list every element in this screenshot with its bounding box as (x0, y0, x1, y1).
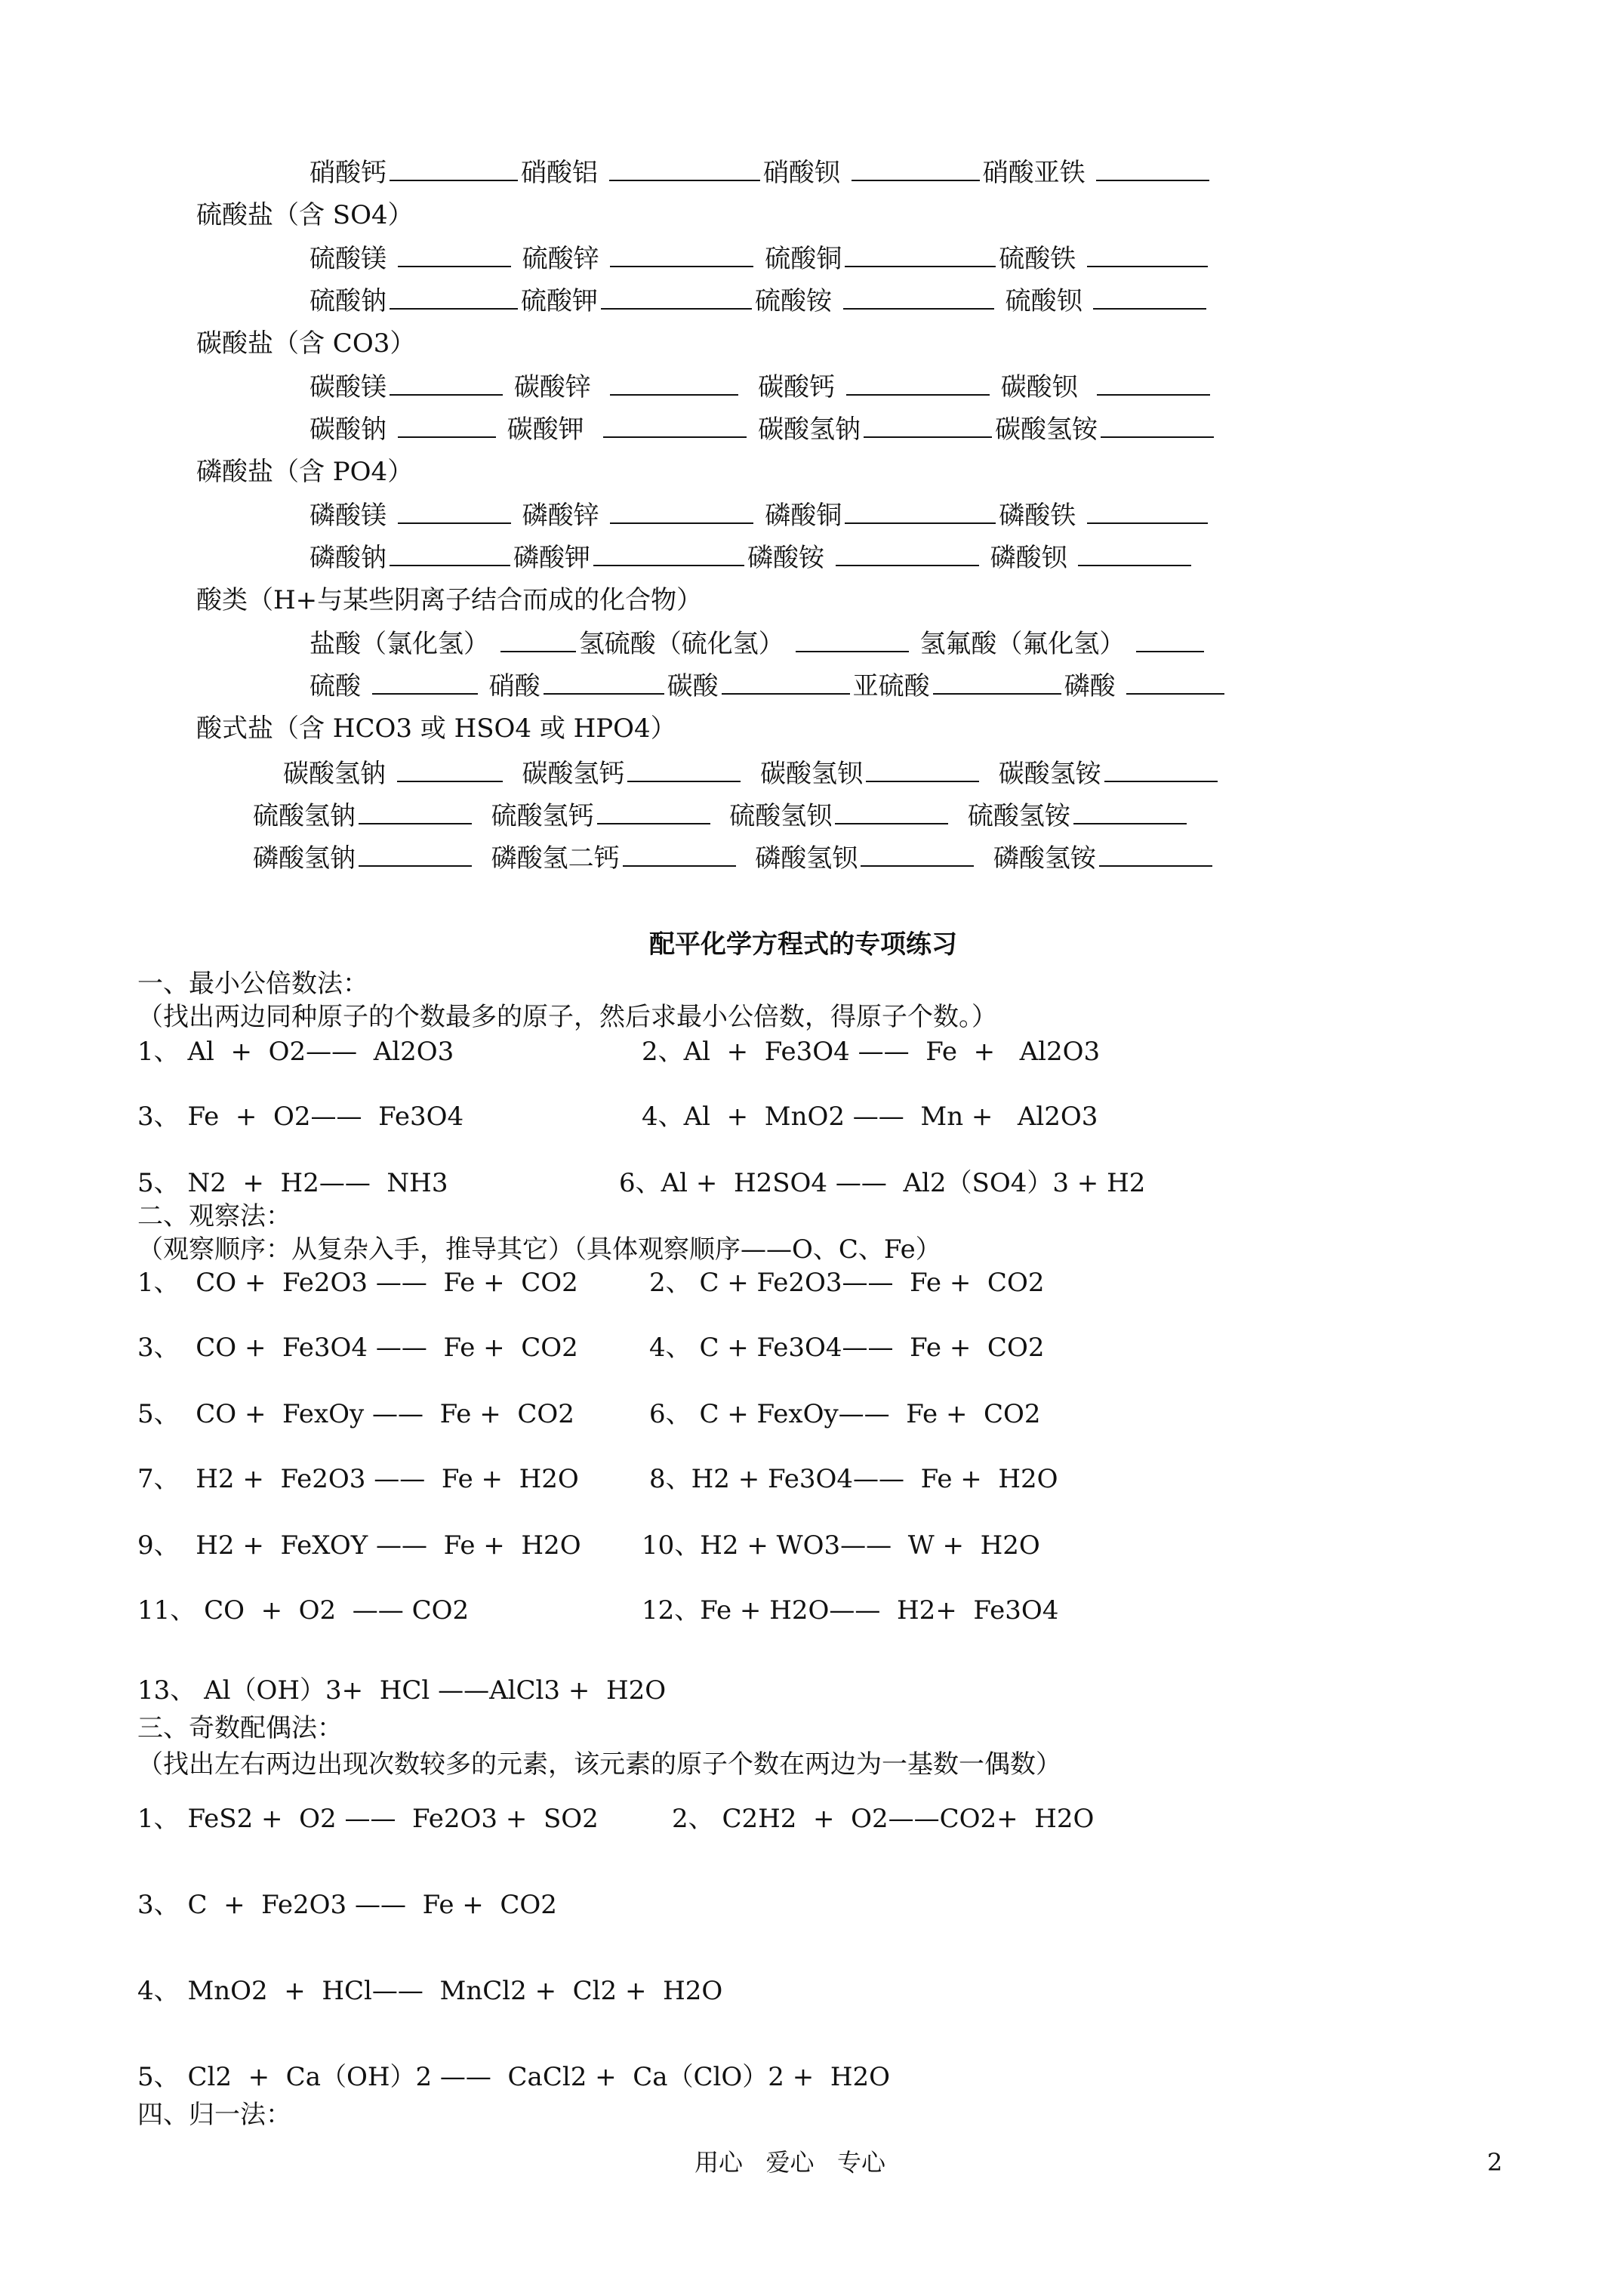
section-3-note: （找出左右两边出现次数较多的元素，该元素的原子个数在两边为一基数一偶数） (137, 1749, 1061, 1780)
item: 硝酸钙 (310, 158, 387, 188)
answer-blank[interactable] (1126, 672, 1224, 695)
page-number: 2 (1487, 2148, 1503, 2177)
carbonate-row-2 (310, 415, 1217, 445)
answer-blank[interactable] (933, 672, 1061, 695)
nitrate-row-2 (310, 159, 1212, 186)
s1-equation-6: 6、Al + H2SO4 —— Al2（SO4）3 + H2 (619, 1168, 1146, 1198)
item: 碳酸钡 (1000, 372, 1078, 402)
item: 磷酸钾 (513, 543, 590, 573)
item: 磷酸钠 (310, 543, 387, 573)
answer-blank[interactable] (852, 159, 980, 181)
answer-blank[interactable] (359, 844, 472, 867)
item: 硝酸 (488, 671, 540, 701)
s3-equation-5: 5、 Cl2 + Ca（OH）2 —— CaCl2 + Ca（ClO）2 + H2O (137, 2062, 891, 2092)
answer-blank[interactable] (1087, 245, 1208, 267)
item: 磷酸氢钡 (755, 843, 858, 874)
acid-salt-heading: 酸式盐（含 HCO3 或 HSO4 或 HPO4） (196, 713, 676, 744)
item: 硫酸镁 (310, 244, 387, 274)
s3-equation-4: 4、 MnO2 + HCl—— MnCl2 + Cl2 + H2O (137, 1976, 723, 2006)
phosphate-heading: 磷酸盐（含 PO4） (196, 457, 414, 487)
carbonate-row-1 (310, 373, 1213, 400)
answer-blank[interactable] (372, 672, 478, 695)
answer-blank[interactable] (1093, 287, 1206, 310)
phosphate-row-2 (310, 544, 1194, 571)
s2-equation-4: 4、 C + Fe3O4—— Fe + CO2 (649, 1333, 1045, 1363)
item: 硫酸钾 (521, 286, 598, 316)
item: 碳酸氢铵 (995, 415, 1098, 445)
answer-blank[interactable] (1078, 544, 1191, 566)
answer-blank[interactable] (843, 287, 994, 310)
item: 磷酸锌 (522, 501, 599, 531)
item: 硫酸铵 (755, 286, 832, 316)
item: 硫酸 (310, 671, 361, 701)
exercise-title: 配平化学方程式的专项练习 (649, 929, 957, 960)
item: 磷酸铵 (747, 543, 824, 573)
section-1-heading: 一、最小公倍数法： (137, 969, 368, 999)
item: 碳酸氢钠 (758, 415, 861, 445)
answer-blank[interactable] (1087, 501, 1208, 524)
answer-blank[interactable] (500, 630, 576, 652)
s1-equation-2: 2、Al + Fe3O4 —— Fe + Al2O3 (642, 1037, 1101, 1067)
item: 碳酸 (667, 671, 719, 701)
answer-blank[interactable] (1097, 373, 1210, 396)
answer-blank[interactable] (390, 544, 510, 566)
answer-blank[interactable] (601, 287, 752, 310)
item: 硫酸铜 (765, 244, 842, 274)
answer-blank[interactable] (1099, 844, 1212, 867)
answer-blank[interactable] (796, 630, 909, 652)
s2-equation-13: 13、 Al（OH）3+ HCl ——AlCl3 + H2O (137, 1675, 667, 1706)
item: 磷酸铜 (765, 501, 842, 531)
item: 硫酸氢铵 (967, 801, 1070, 831)
acid-row-2 (310, 672, 1227, 699)
answer-blank[interactable] (864, 415, 992, 438)
item: 磷酸钡 (990, 543, 1067, 573)
section-3-heading: 三、奇数配偶法： (137, 1713, 343, 1743)
section-2-note: （观察顺序：从复杂入手，推导其它）（具体观察顺序——O、C、Fe） (137, 1234, 941, 1265)
answer-blank[interactable] (390, 373, 503, 396)
answer-blank[interactable] (398, 501, 511, 524)
item: 碳酸氢钠 (283, 759, 386, 789)
answer-blank[interactable] (836, 544, 979, 566)
item: 亚硫酸 (852, 671, 930, 701)
section-2-heading: 二、观察法： (137, 1201, 291, 1231)
s2-equation-3: 3、 CO + Fe3O4 —— Fe + CO2 (137, 1333, 578, 1363)
carbonate-heading: 碳酸盐（含 CO3） (196, 328, 416, 359)
s2-equation-5: 5、 CO + FexOy —— Fe + CO2 (137, 1399, 574, 1429)
item: 磷酸铁 (999, 501, 1076, 531)
s2-equation-1: 1、 CO + Fe2O3 —— Fe + CO2 (137, 1268, 578, 1298)
item: 硫酸氢钠 (253, 801, 356, 831)
s3-equation-3: 3、 C + Fe2O3 —— Fe + CO2 (137, 1890, 557, 1920)
s2-equation-7: 7、 H2 + Fe2O3 —— Fe + H2O (137, 1464, 579, 1494)
s1-equation-4: 4、Al + MnO2 —— Mn + Al2O3 (642, 1102, 1098, 1132)
item: 硝酸铝 (521, 158, 598, 188)
section-1-note: （找出两边同种原子的个数最多的原子，然后求最小公倍数，得原子个数。） (137, 1002, 997, 1032)
item: 磷酸氢二钙 (491, 843, 620, 874)
footer-motto: 用心 爱心 专心 (694, 2148, 886, 2177)
answer-blank[interactable] (1096, 159, 1209, 181)
item: 硝酸钡 (762, 158, 840, 188)
item: 碳酸氢铵 (998, 759, 1101, 789)
item: 碳酸钙 (758, 372, 836, 402)
item: 碳酸钾 (507, 415, 584, 445)
item: 碳酸镁 (310, 372, 387, 402)
phosphate-row-1 (310, 501, 1211, 529)
item: 硝酸亚铁 (982, 158, 1086, 188)
answer-blank[interactable] (390, 159, 518, 181)
answer-blank[interactable] (861, 844, 974, 867)
answer-blank[interactable] (603, 415, 747, 438)
item: 盐酸（氯化氢） (310, 629, 489, 659)
answer-blank[interactable] (610, 501, 753, 524)
s2-equation-10: 10、H2 + WO3—— W + H2O (642, 1530, 1040, 1561)
answer-blank[interactable] (398, 245, 511, 267)
answer-blank[interactable] (846, 373, 990, 396)
answer-blank[interactable] (593, 544, 744, 566)
answer-blank[interactable] (627, 760, 741, 782)
s3-equation-1: 1、 FeS2 + O2 —— Fe2O3 + SO2 (137, 1804, 599, 1834)
answer-blank[interactable] (390, 287, 518, 310)
answer-blank[interactable] (866, 760, 979, 782)
answer-blank[interactable] (845, 501, 996, 524)
acid-row-1 (310, 630, 1207, 657)
s2-equation-12: 12、Fe + H2O—— H2+ Fe3O4 (642, 1595, 1059, 1626)
item: 硫酸氢钡 (729, 801, 833, 831)
s1-equation-5: 5、 N2 + H2—— NH3 (137, 1168, 448, 1198)
answer-blank[interactable] (1101, 415, 1214, 438)
sulfate-row-1 (310, 245, 1211, 272)
item: 磷酸氢铵 (993, 843, 1096, 874)
answer-blank[interactable] (1073, 802, 1187, 824)
acid-salt-row-2 (253, 802, 1190, 829)
item: 硫酸钡 (1005, 286, 1083, 316)
answer-blank[interactable] (623, 844, 736, 867)
s2-equation-9: 9、 H2 + FeXOY —— Fe + H2O (137, 1530, 581, 1561)
s3-equation-2: 2、 C2H2 + O2——CO2+ H2O (672, 1804, 1095, 1834)
item: 磷酸氢钠 (253, 843, 356, 874)
answer-blank[interactable] (610, 373, 738, 396)
answer-blank[interactable] (398, 415, 496, 438)
s2-equation-2: 2、 C + Fe2O3—— Fe + CO2 (649, 1268, 1045, 1298)
item: 氢硫酸（硫化氢） (578, 629, 784, 659)
item: 磷酸 (1064, 671, 1116, 701)
sulfate-row-2 (310, 287, 1209, 314)
s2-equation-6: 6、 C + FexOy—— Fe + CO2 (649, 1399, 1041, 1429)
item: 硫酸氢钙 (491, 801, 594, 831)
answer-blank[interactable] (835, 802, 948, 824)
acid-salt-row-1 (283, 760, 1221, 787)
answer-blank[interactable] (609, 159, 760, 181)
item: 氢氟酸（氟化氢） (919, 629, 1126, 659)
s1-equation-1: 1、 Al + O2—— Al2O3 (137, 1037, 454, 1067)
item: 硫酸铁 (999, 244, 1076, 274)
item: 碳酸锌 (513, 372, 591, 402)
acid-heading: 酸类（H+与某些阴离子结合而成的化合物） (196, 585, 703, 615)
acid-salt-row-3 (253, 843, 1215, 874)
answer-blank[interactable] (722, 672, 850, 695)
s1-equation-3: 3、 Fe + O2—— Fe3O4 (137, 1102, 464, 1132)
section-4-heading: 四、归一法： (137, 2100, 291, 2130)
item: 硫酸钠 (310, 286, 387, 316)
s2-equation-11: 11、 CO + O2 —— CO2 (137, 1595, 470, 1626)
sulfate-heading: 硫酸盐（含 SO4） (196, 200, 414, 230)
answer-blank[interactable] (1104, 760, 1218, 782)
item: 硫酸锌 (522, 244, 599, 274)
answer-blank[interactable] (845, 245, 996, 267)
answer-blank[interactable] (1136, 630, 1204, 652)
item: 碳酸钠 (310, 415, 387, 445)
item: 碳酸氢钡 (760, 759, 864, 789)
item: 磷酸镁 (310, 501, 387, 531)
answer-blank[interactable] (397, 760, 503, 782)
answer-blank[interactable] (544, 672, 664, 695)
s2-equation-8: 8、H2 + Fe3O4—— Fe + H2O (649, 1464, 1058, 1494)
item: 碳酸氢钙 (522, 759, 625, 789)
answer-blank[interactable] (597, 802, 710, 824)
answer-blank[interactable] (359, 802, 472, 824)
answer-blank[interactable] (610, 245, 753, 267)
